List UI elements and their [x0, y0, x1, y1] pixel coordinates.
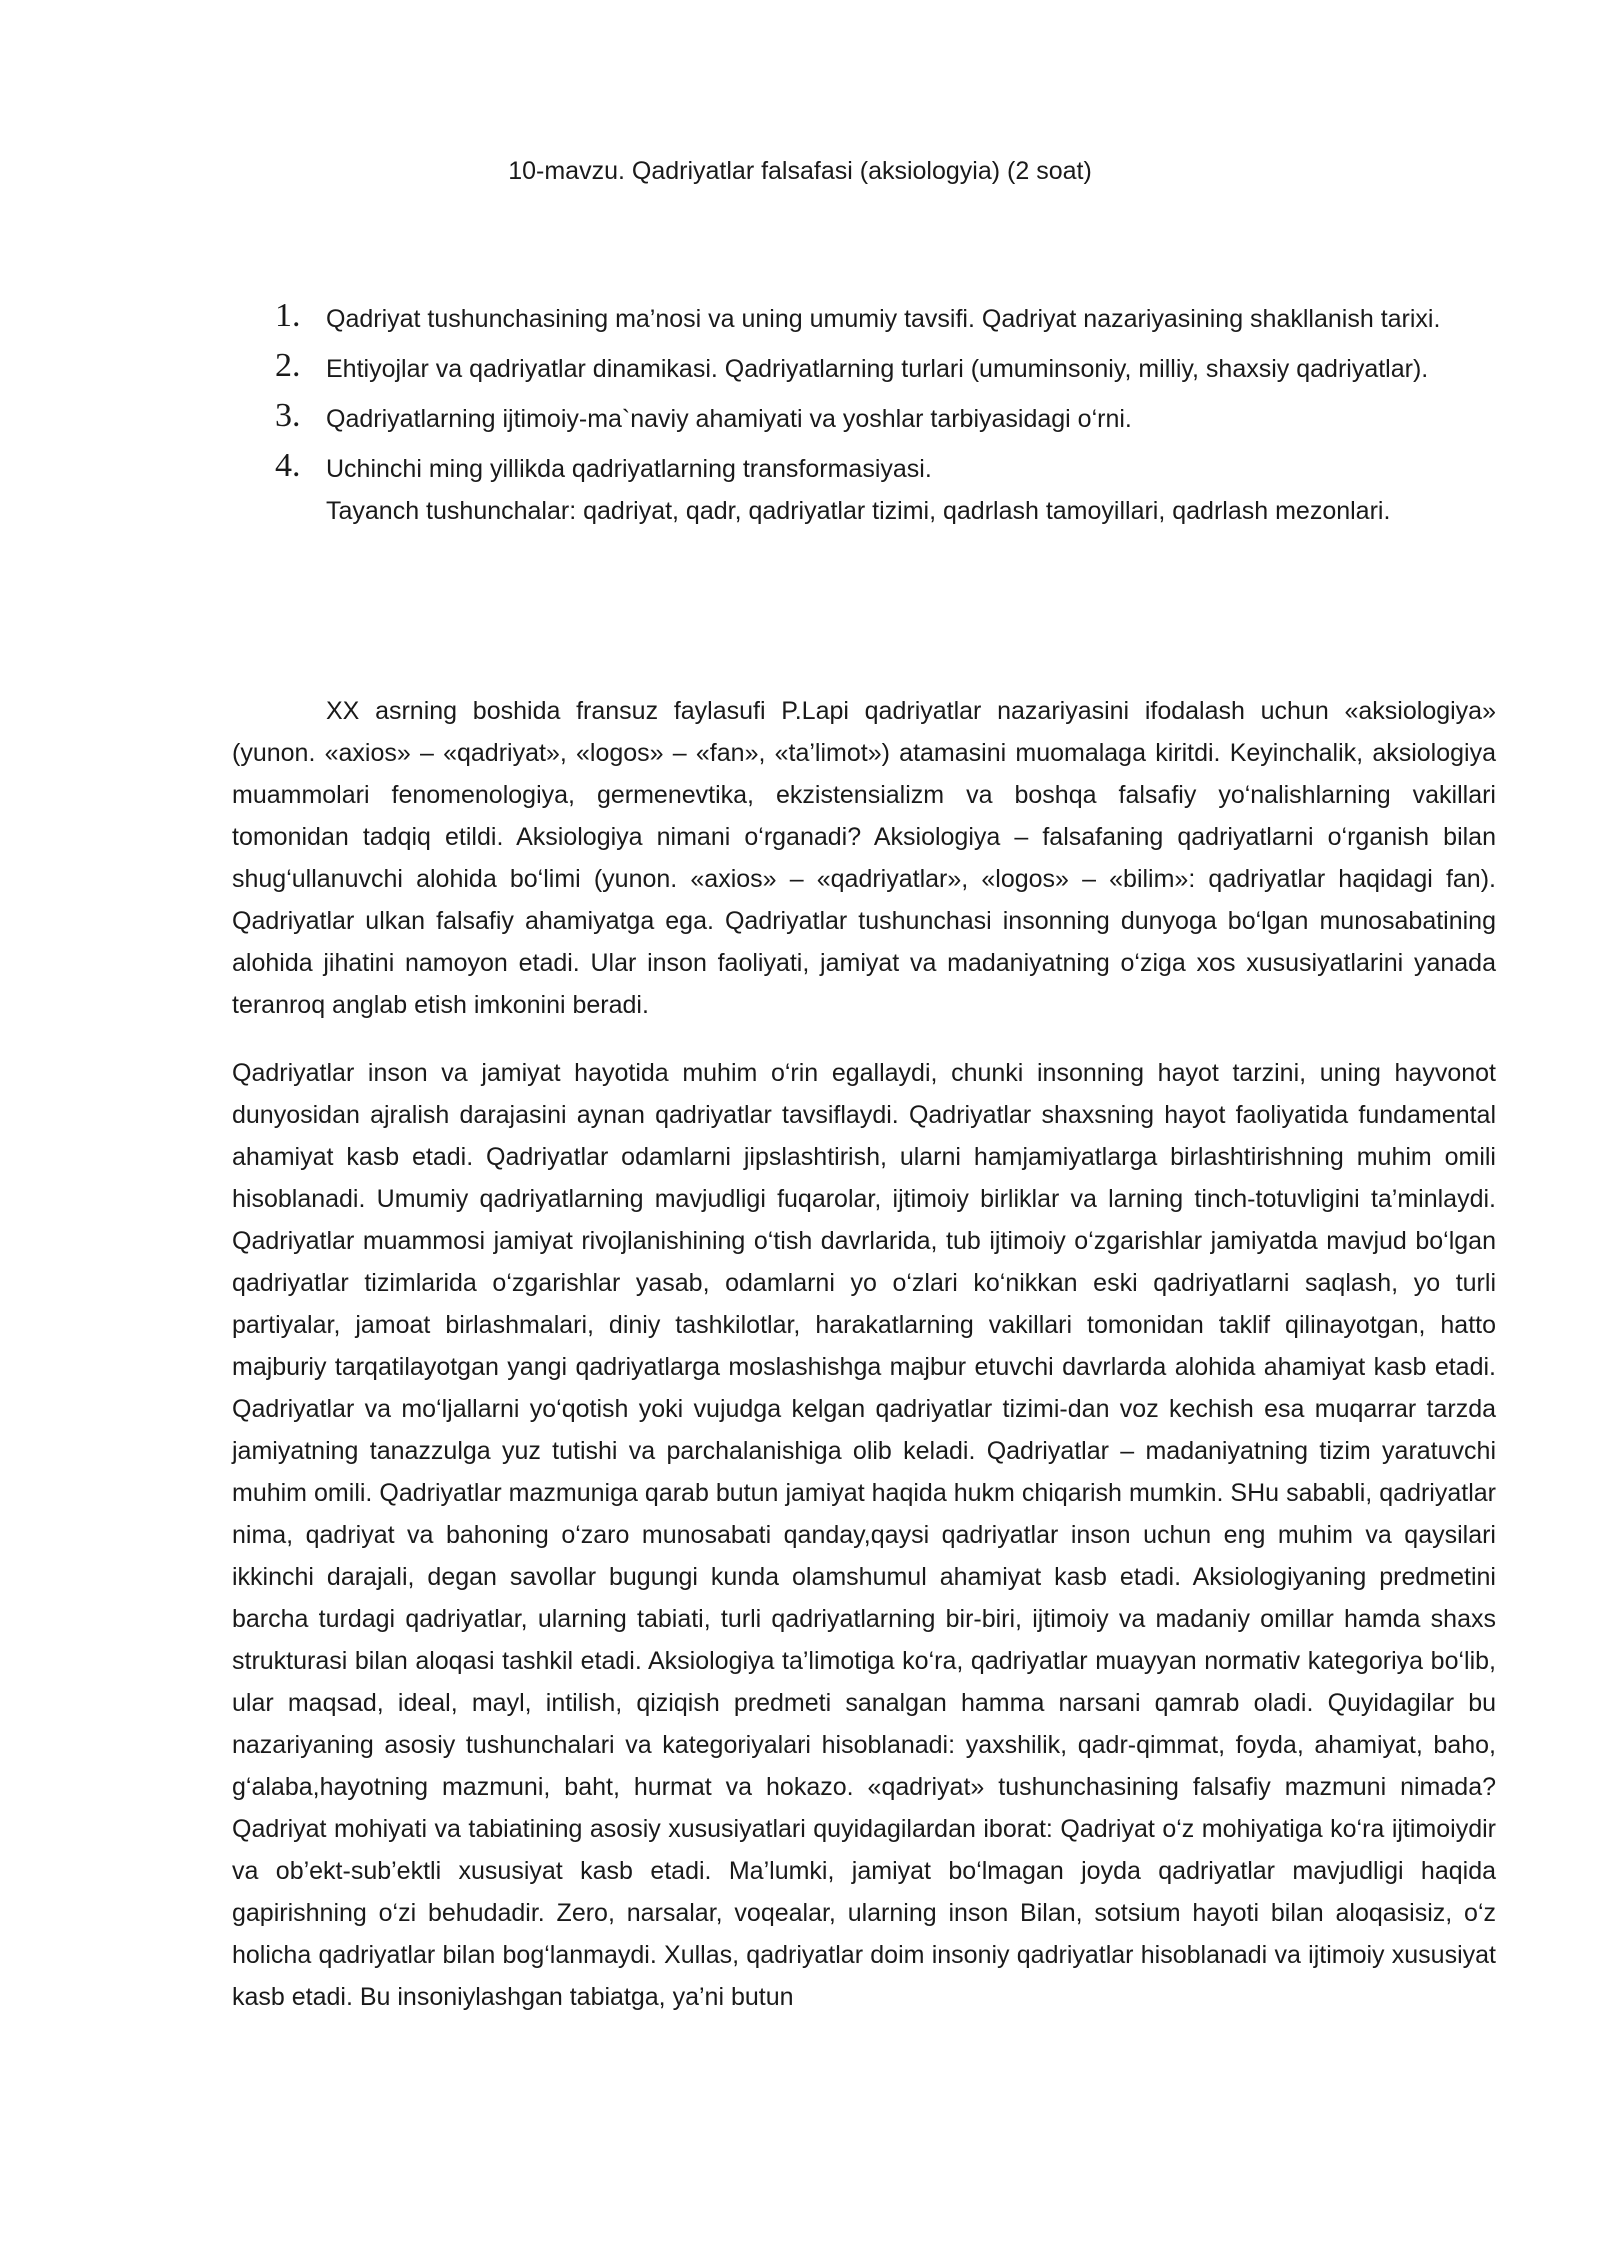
body-paragraph-1: XX asrning boshida fransuz faylasufi P.Lapi qadriyatlar nazariyasini ifodalash uchun «aksiologiya» (yunon. «axios» – «qadriyat», «logos» – «fan», «ta’limot») atamasini muomalaga kiritdi. Keyinchalik, aksiologiya muammolari fenomenologiya, germenevtika, ekzistensializm va boshqa falsafiy yo‘nalishlarning vakillari tomonidan tadqiq etildi. Aksiologiya nimani o‘rganadi? Aksiologiya – falsafaning qadriyatlarni o‘rganish bilan shug‘ullanuvchi alohida bo‘limi (yunon. «axios» – «qadriyatlar», «logos» – «bilim»: qadriyatlar haqidagi fan). Qadriyatlar ulkan falsafiy ahamiyatga ega. Qadriyatlar tushunchasi insonning dunyoga bo‘lgan munosabatining alohida jihatini namoyon etadi. Ular inson faoliyati, jamiyat va madaniyatning o‘ziga xos xususiyatlarini yanada teranroq anglab etish imkonini beradi.: [232, 697, 1496, 1019]
plan-item-text: Qadriyatlarning ijtimoiy-ma`naviy ahamiyati va yoshlar tarbiyasidagi o‘rni.: [326, 405, 1132, 433]
plan-item-text: Qadriyat tushunchasining ma’nosi va uning umumiy tavsifi. Qadriyat nazariyasining shakllanish tarixi.: [326, 305, 1441, 333]
lecture-plan-list: [262, 298, 1492, 540]
plan-item-number: 3.: [275, 397, 301, 434]
plan-item-number: 2.: [275, 347, 301, 384]
plan-item-1: [262, 298, 1492, 340]
plan-item-4: [262, 448, 1492, 532]
body-paragraph-2: Qadriyatlar inson va jamiyat hayotida muhim o‘rin egallaydi, chunki insonning hayot tarzini, uning hayvonot dunyosidan ajralish darajasini aynan qadriyatlar tavsiflaydi. Qadriyatlar shaxsning hayot faoliyatida fundamental ahamiyat kasb etadi. Qadriyatlar odamlarni jipslashtirish, ularni hamjamiyatlarga birlashtirishning muhim omili hisoblanadi. Umumiy qadriyatlarning mavjudligi fuqarolar, ijtimoiy birliklar va larning tinch-totuvligini ta’minlaydi. Qadriyatlar muammosi jamiyat rivojlanishining o‘tish davrlarida, tub ijtimoiy o‘zgarishlar jamiyatda mavjud bo‘lgan qadriyatlar tizimlarida o‘zgarishlar yasab, odamlarni yo o‘zlari ko‘nikkan eski qadriyatlarni saqlash, yo turli partiyalar, jamoat birlashmalari, diniy tashkilotlar, harakatlarning vakillari tomonidan taklif qilinayotgan, hatto majburiy tarqatilayotgan yangi qadriyatlarga moslashishga majbur etuvchi davrlarda alohida ahamiyat kasb etadi. Qadriyatlar va mo‘ljallarni yo‘qotish yoki vujudga kelgan qadriyatlar tizimi-dan voz kechish esa muqarrar tarzda jamiyatning tanazzulga yuz tutishi va parchalanishiga olib keladi. Qadriyatlar – madaniyatning tizim yaratuvchi muhim omili. Qadriyatlar mazmuniga qarab butun jamiyat haqida hukm chiqarish mumkin. SHu sababli, qadriyatlar nima, qadriyat va bahoning o‘zaro munosabati qanday,qaysi qadriyatlar inson uchun eng muhim va qaysilari ikkinchi darajali, degan savollar bugungi kunda olamshumul ahamiyat kasb etadi. Aksiologiyaning predmetini barcha turdagi qadriyatlar, ularning tabiati, turli qadriyatlarning bir-biri, ijtimoiy va madaniy omillar hamda shaxs strukturasi bilan aloqasi tashkil etadi. Aksiologiya ta’limotiga ko‘ra, qadriyatlar muayyan normativ kategoriya bo‘lib, ular maqsad, ideal, mayl, intilish, qiziqish predmeti sanalgan hamma narsani qamrab oladi. Quyidagilar bu nazariyaning asosiy tushunchalari va kategoriyalari hisoblanadi: yaxshilik, qadr-qimmat, foyda, ahamiyat, baho, g‘alaba,hayotning mazmuni, baht, hurmat va hokazo. «qadriyat» tushunchasining falsafiy mazmuni nimada? Qadriyat mohiyati va tabiatining asosiy xususiyatlari quyidagilardan iborat: Qadriyat o‘z mohiyatiga ko‘ra ijtimoiydir va ob’ekt-sub’ektli xususiyat kasb etadi. Ma’lumki, jamiyat bo‘lmagan joyda qadriyatlar mavjudligi haqida gapirishning o‘zi behudadir. Zero, narsalar, voqealar, ularning inson Bilan, sotsium hayoti bilan aloqasisiz, o‘z holicha qadriyatlar bilan bog‘lanmaydi. Xullas, qadriyatlar doim insoniy qadriyatlar hisoblanadi va ijtimoiy xususiyat kasb etadi. Bu insoniylashgan tabiatga, ya’ni butun: [232, 1059, 1496, 2011]
plan-item-3: [262, 398, 1492, 440]
plan-item-number: 1.: [275, 297, 301, 334]
plan-item-text: Uchinchi ming yillikda qadriyatlarning transformasiyasi.: [326, 455, 932, 483]
plan-item-number: 4.: [275, 447, 301, 484]
plan-item-2: [262, 348, 1492, 390]
plan-item-text: Ehtiyojlar va qadriyatlar dinamikasi. Qadriyatlarning turlari (umuminsoniy, milliy, shaxsiy qadriyatlar).: [326, 355, 1429, 383]
document-title: 10-mavzu. Qadriyatlar falsafasi (aksiologyia) (2 soat): [508, 157, 1092, 185]
key-concepts: Tayanch tushunchalar: qadriyat, qadr, qadriyatlar tizimi, qadrlash tamoyillari, qadrlash mezonlari.: [326, 497, 1391, 525]
